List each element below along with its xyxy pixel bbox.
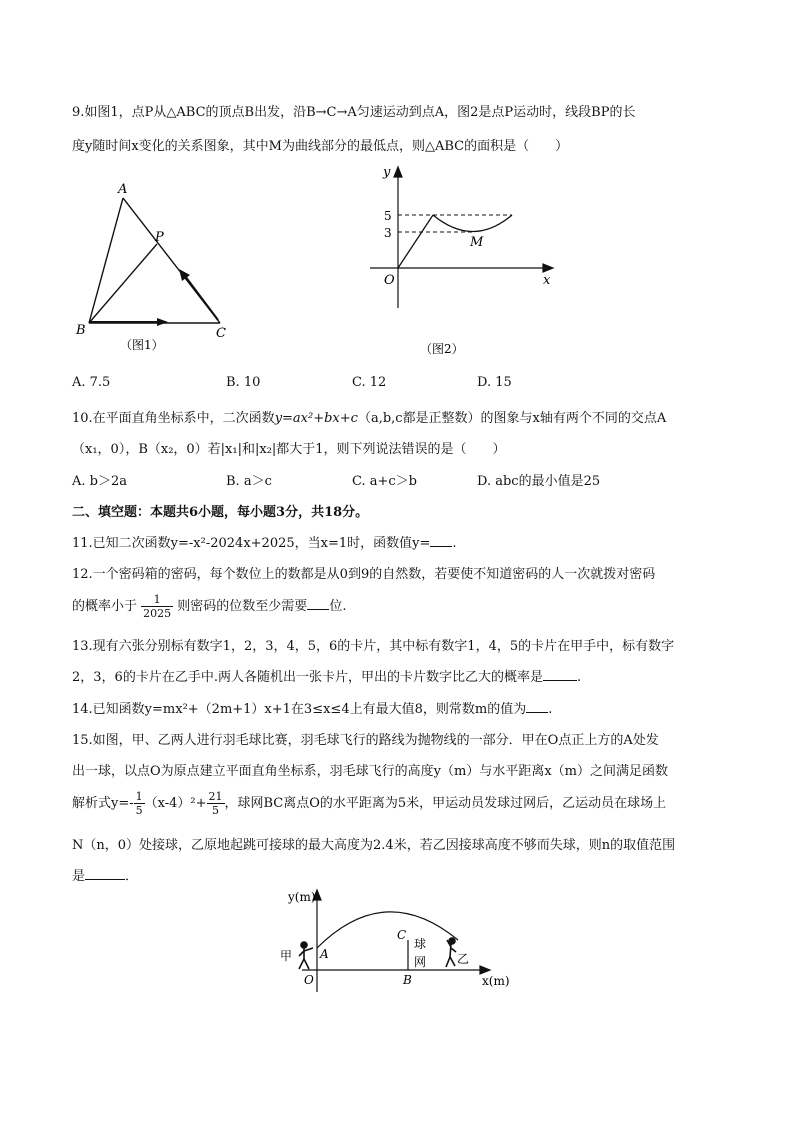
fig1-caption: （图1）: [120, 338, 164, 352]
point-b-label: B: [403, 973, 412, 987]
q15-fraction-2: $\frac{21}{5}$: [208, 790, 223, 817]
triangle-abc: [89, 198, 220, 323]
dashed-guides: [398, 215, 512, 232]
q9-figure-1: [60, 175, 250, 360]
q12-fraction: $\frac{1}{2025}$: [143, 593, 172, 620]
axis-x-label: x: [543, 273, 551, 288]
axes: [302, 890, 490, 992]
net-label-bottom: 网: [414, 955, 427, 969]
motion-arrow-ca: [179, 269, 218, 320]
shuttle-trajectory: [317, 912, 458, 948]
origin-label: O: [384, 273, 395, 288]
q9-line1: 9.如图1，点P从△ABC的顶点B出发，沿B→C→A匀速运动到点A，图2是点P运动时，线段BP的长: [72, 105, 636, 120]
point-m-label: M: [470, 235, 484, 250]
q12-line1: 12.一个密码箱的密码，每个数位上的数都是从0到9的自然数，若要使不知道密码的人一次就拨对密码: [72, 567, 656, 582]
q14-line: 14.已知函数y=mx²+（2m+1）x+1在3≤x≤4上有最大值8，则常数m的值为 .: [72, 702, 553, 717]
section-fill-in-heading: 二、填空题：本题共6小题，每小题3分，共18分。: [72, 505, 369, 520]
q10-line1: 10.在平面直角坐标系中，二次函数y=ax²+bx+c（a,b,c都是正整数）的图象与x轴有两个不同的交点A: [72, 411, 667, 426]
q15-line5: 是 ．: [72, 869, 139, 884]
q10-line2: （x₁，0），B（x₂，0）若|x₁|和|x₂|都大于1，则下列说法错误的是（ ）: [72, 442, 506, 457]
q15-line3: 解析式y=- $\frac{1}{5}$ （x-4）²+ $\frac{21}{5}$ ，球网BC离点O的水平距离为5米，甲运动员发球过网后，乙运动员在球场上: [72, 790, 667, 817]
graph-curve: [398, 215, 512, 268]
origin-label: O: [304, 973, 314, 987]
q10-option-b: B. a＞c: [226, 474, 272, 489]
q9-line2: 度y随时间x变化的关系图象，其中M为曲线部分的最低点，则△ABC的面积是（ ）: [72, 139, 569, 154]
q13-answer-blank[interactable]: [543, 668, 577, 681]
label-p: P: [155, 230, 164, 245]
player-yi-label: 乙: [457, 952, 470, 966]
q10-option-a: A. b＞2a: [72, 474, 127, 489]
label-a: A: [118, 182, 128, 197]
tick-5: 5: [384, 209, 392, 223]
axis-x-label: x(m): [482, 974, 510, 988]
label-c: C: [216, 326, 226, 341]
q15-badminton-figure: [280, 885, 520, 1000]
axis-y-label: y(m): [288, 890, 316, 904]
q9-option-d: D. 15: [477, 375, 512, 390]
q9-option-b: B. 10: [226, 375, 261, 390]
q11-line: 11.已知二次函数y=-x²-2024x+2025，当x=1时，函数值y= .: [72, 536, 457, 551]
q15-fraction-1: $\frac{1}{5}$: [135, 790, 143, 817]
point-a-label: A: [320, 947, 329, 961]
q9-option-a: A. 7.5: [72, 375, 111, 390]
label-b: B: [76, 323, 86, 338]
q9-option-c: C. 12: [352, 375, 387, 390]
player-jia-label: 甲: [280, 949, 293, 963]
q13-line2: 2，3，6的卡片在乙手中.两人各随机出一张卡片，甲出的卡片数字比乙大的概率是 .: [72, 670, 582, 685]
q13-line1: 13.现有六张分别标有数字1，2，3，4，5，6的卡片，其中标有数字1，4，5的卡片在甲手中，标有数字: [72, 639, 675, 654]
player-yi-icon: [446, 938, 456, 967]
fig2-caption: （图2）: [420, 342, 464, 356]
q14-answer-blank[interactable]: [526, 700, 548, 713]
net-label-top: 球: [414, 937, 427, 951]
q12-answer-blank[interactable]: [307, 597, 329, 610]
q15-line1: 15.如图，甲、乙两人进行羽毛球比赛，羽毛球飞行的路线为抛物线的一部分．甲在O点正上方的A处发: [72, 733, 659, 748]
q15-line2: 出一球，以点O为原点建立平面直角坐标系，羽毛球飞行的高度y（m）与水平距离x（m）之间满足函数: [72, 764, 668, 779]
tick-3: 3: [384, 226, 392, 240]
player-jia-icon: [299, 942, 313, 969]
motion-arrow-bc: [89, 318, 168, 326]
point-c-label: C: [397, 928, 407, 942]
axes: [370, 167, 553, 308]
q15-answer-blank[interactable]: [85, 867, 125, 880]
q12-line2: 的概率小于 $\frac{1}{2025}$ 则密码的位数至少需要 位.: [72, 593, 347, 620]
q9-figure-2: [370, 160, 570, 360]
axis-y-label: y: [383, 165, 391, 180]
q11-answer-blank[interactable]: [430, 534, 452, 547]
q10-option-c: C. a+c＞b: [352, 474, 417, 489]
q15-line4: N（n，0）处接球，乙原地起跳可接球的最大高度为2.4米，若乙因接球高度不够而失球，则n的取值范围: [72, 838, 676, 853]
q10-option-d: D. abc的最小值是25: [477, 474, 601, 489]
